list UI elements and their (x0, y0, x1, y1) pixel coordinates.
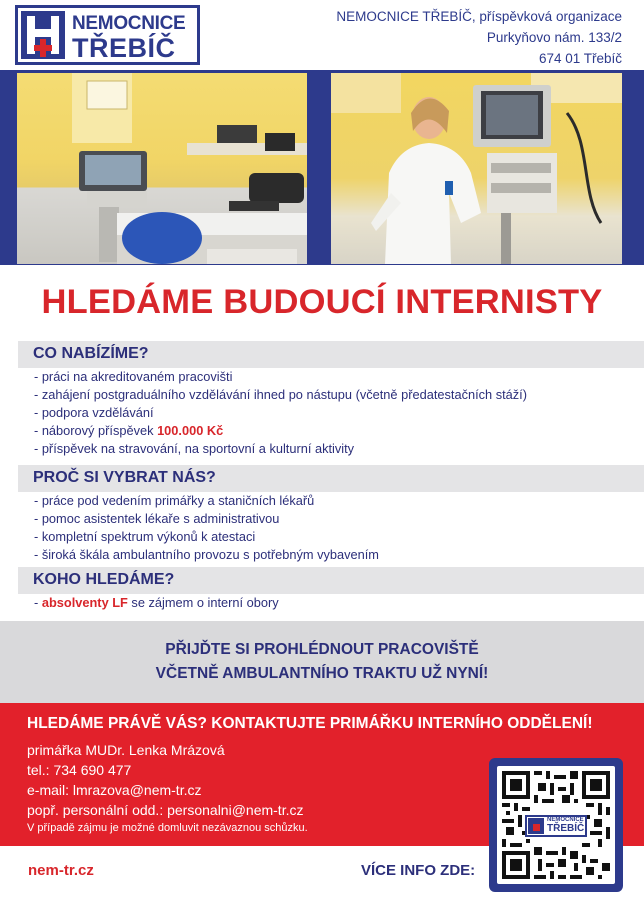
logo-line1: NEMOCNICE (72, 13, 186, 34)
hospital-logo (15, 5, 200, 65)
list-item: - široká škála ambulantního provozu s potřebným vybavením (34, 547, 379, 562)
list-item: - podpora vzdělávání (34, 405, 154, 420)
contact-phone[interactable]: tel.: 734 690 477 (27, 762, 132, 778)
qr-code-inner (497, 766, 615, 884)
section-who-title: KOHO HLEDÁME? (33, 571, 175, 588)
contact-note: V případě zájmu je možné domluvit nezávaznou schůzku. (27, 822, 308, 834)
list-item: - práci na akreditovaném pracovišti (34, 369, 233, 384)
website-link[interactable]: nem-tr.cz (28, 862, 94, 879)
photo-strip (0, 70, 644, 265)
address-org: NEMOCNICE TŘEBÍČ, příspěvková organizace (336, 9, 622, 24)
bonus-label: - náborový příspěvek (34, 423, 158, 438)
list-item: - zahájení postgraduálního vzdělávání ihned po nástupu (včetně předatestačních stáží) (34, 387, 527, 402)
who-rest: se zájmem o interní obory (127, 595, 279, 610)
list-item: - práce pod vedením primářky a staničních lékařů (34, 493, 315, 508)
address-block (336, 6, 622, 69)
photo-smiling-doctor (331, 73, 622, 264)
section-who-bar (18, 567, 644, 594)
contact-email[interactable]: e-mail: lmrazova@nem-tr.cz (27, 782, 202, 798)
hospital-h-cross-icon (21, 11, 65, 59)
visit-banner (0, 621, 644, 703)
list-item: - příspěvek na stravování, na sportovní a kulturní aktivity (34, 441, 355, 456)
hospital-h-cross-icon (528, 818, 544, 834)
offer-list (34, 368, 527, 458)
address-city: 674 01 Třebíč (538, 51, 622, 66)
visit-line2: VČETNĚ AMBULANTNÍHO TRAKTU UŽ NYNÍ! (155, 665, 489, 682)
list-item (34, 422, 527, 440)
qr-hospital-logo (525, 815, 587, 837)
logo-line2: TŘEBÍČ (72, 33, 176, 63)
bonus-amount: 100.000 Kč (157, 423, 224, 438)
section-offer-bar (18, 341, 644, 368)
qr-logo-line1: NEMOCNICE (547, 817, 584, 823)
photo-ultrasound-room (17, 73, 307, 264)
contact-name: primářka MUDr. Lenka Mrázová (27, 742, 225, 758)
section-why-title: PROČ SI VYBRAT NÁS? (33, 469, 216, 486)
section-offer-title: CO NABÍZÍME? (33, 345, 149, 362)
contact-title: HLEDÁME PRÁVĚ VÁS? KONTAKTUJTE PRIMÁŘKU INTERNÍHO ODDĚLENÍ! (27, 715, 593, 732)
more-info-label: VÍCE INFO ZDE: (361, 862, 476, 879)
contact-hr-email[interactable]: popř. personální odd.: personalni@nem-tr.cz (27, 802, 304, 818)
section-why-bar (18, 465, 644, 492)
contact-lines (27, 740, 303, 820)
who-highlight: absolventy LF (41, 595, 128, 610)
headline: HLEDÁME BUDOUCÍ INTERNISTY (41, 283, 603, 321)
who-list (34, 594, 279, 612)
list-item: - kompletní spektrum výkonů k atestaci (34, 529, 256, 544)
who-prefix: - (34, 595, 42, 610)
qr-code[interactable] (489, 758, 623, 892)
visit-line1: PŘIJĎTE SI PROHLÉDNOUT PRACOVIŠTĚ (165, 641, 479, 658)
why-list (34, 492, 379, 564)
list-item: - pomoc asistentek lékaře s administrativou (34, 511, 280, 526)
qr-logo-line2: TŘEBÍČ (547, 823, 585, 834)
address-street: Purkyňovo nám. 133/2 (486, 30, 622, 45)
list-item (34, 594, 279, 612)
